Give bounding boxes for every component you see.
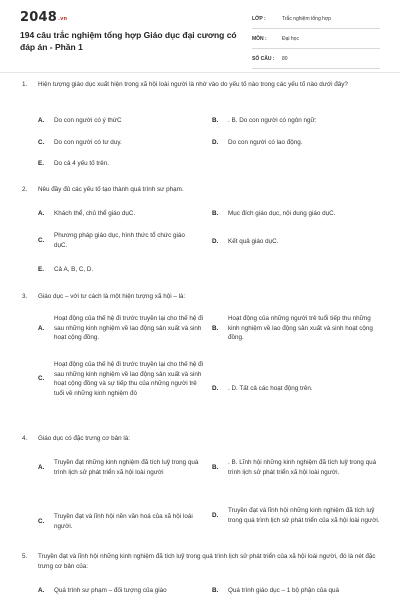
option-a[interactable]	[38, 458, 206, 477]
question-number: 3.	[22, 293, 28, 300]
option-text: Hoạt động của thế hệ đi trước truyền lại cho thế hệ đi sau những kinh nghiệm về lao động sản xuất và sinh hoạt cộng đồng.	[54, 315, 204, 341]
option-letter: E.	[38, 160, 44, 167]
option-letter: B.	[212, 324, 219, 332]
option-letter: C.	[38, 236, 45, 244]
question-text: Giáo dục có đặc trưng cơ bản là:	[38, 435, 131, 442]
option-text: Khách thể, chủ thể giáo dụC.	[54, 210, 136, 217]
option-b[interactable]	[212, 116, 382, 126]
option-text: . D. Tất cả các hoạt động trên.	[228, 385, 313, 392]
option-d[interactable]	[212, 237, 382, 247]
question-number: 4.	[22, 435, 28, 442]
option-c[interactable]	[38, 360, 206, 398]
option-e[interactable]	[38, 159, 198, 169]
meta-value: 80	[282, 56, 288, 62]
option-letter: A.	[38, 587, 45, 594]
option-letter: D.	[212, 385, 219, 392]
question-number: 1.	[22, 81, 28, 88]
document-header	[0, 0, 400, 70]
option-b[interactable]	[212, 586, 382, 596]
option-text: Phương pháp giáo dục, hình thức tổ chức giáo dụC.	[54, 232, 185, 249]
header-divider	[0, 72, 400, 73]
option-text: Hoạt động của thế hệ đi trước truyền lại cho thế hệ đi sau những kinh nghiệm về lao động sản xuất và sinh hoạt cộng đồng và sự tiếp thu của những người trẻ tuổi về những kinh nghiệm đó	[54, 361, 204, 397]
question-number: 5.	[22, 553, 28, 560]
question-text: Giáo dục – với tư cách là một hiện tượng xã hội – là:	[38, 293, 186, 300]
option-text: Truyền đạt và lĩnh hội nền văn hoá của xã hội loài người.	[54, 513, 193, 530]
option-text: Hoạt động của những người trẻ tuổi tiếp thu những kinh nghiệm về lao động sản xuất và sinh hoạt cộng đồng.	[228, 315, 373, 341]
option-c[interactable]	[38, 231, 198, 250]
option-text: Do con người có ý thứC	[54, 117, 122, 124]
option-b[interactable]	[212, 209, 382, 219]
option-a[interactable]	[38, 209, 198, 219]
meta-row-count	[252, 52, 380, 69]
meta-value: Trắc nghiệm tổng hợp	[282, 16, 331, 22]
logo-domain: .vn	[57, 16, 68, 22]
option-e[interactable]	[38, 265, 198, 275]
option-letter: A.	[38, 324, 45, 332]
option-text: . B. Lĩnh hội những kinh nghiệm đã tích luỹ trong quá trình lịch sử phát triển xã hội loài người.	[228, 459, 377, 476]
option-b[interactable]	[212, 314, 382, 343]
option-letter: B.	[212, 587, 219, 594]
option-letter: E.	[38, 266, 44, 273]
option-letter: D.	[212, 238, 219, 245]
question-text: Nêu đầy đủ các yếu tố tạo thành quá trình sư phạm.	[38, 186, 184, 193]
option-text: Kết quả giáo dụC.	[228, 238, 279, 245]
option-a[interactable]	[38, 586, 206, 596]
question-text: Hiện tượng giáo dục xuất hiện trong xã hội loài người là nhờ vào do yếu tố nào trong các yếu tố nào dưới đây?	[38, 81, 348, 88]
option-text: Do cả 4 yếu tố trên.	[54, 160, 109, 167]
option-d[interactable]	[212, 506, 382, 525]
option-a[interactable]	[38, 314, 206, 343]
option-letter: B.	[212, 117, 219, 124]
option-letter: A.	[38, 117, 45, 124]
option-text: Truyền đạt những kinh nghiệm đã tích luỹ trong quá trình lịch sử phát triển xã hội loài người	[54, 459, 199, 476]
document-title: 194 câu trắc nghiệm tổng hợp Giáo dục đại cương có đáp án - Phần 1	[20, 30, 237, 52]
option-d[interactable]	[212, 138, 382, 148]
meta-key: SỐ CÂU :	[252, 56, 275, 62]
meta-row-class	[252, 12, 380, 29]
option-c[interactable]	[38, 512, 206, 531]
option-letter: A.	[38, 210, 45, 217]
meta-key: MÔN :	[252, 36, 267, 42]
option-text: Mục đích giáo dục, nội dung giáo dụC.	[228, 210, 336, 217]
meta-value: Đại học	[282, 36, 299, 42]
option-letter: C.	[38, 139, 45, 146]
option-text: . B. Do con người có ngôn ngữ:	[228, 117, 317, 124]
logo-text: 2048	[20, 10, 57, 25]
option-letter: C.	[38, 375, 45, 383]
option-a[interactable]	[38, 116, 198, 126]
meta-panel	[252, 12, 380, 72]
option-text: Truyền đạt và lĩnh hội những kinh nghiệm đã tích luỹ trong quá trình lịch sử phát triển của xã hội loài người.	[228, 507, 380, 524]
option-letter: C.	[38, 517, 45, 525]
option-text: Quá trình sư phạm – đối tượng của giáo	[54, 587, 167, 594]
option-letter: B.	[212, 210, 219, 217]
option-d[interactable]	[212, 384, 382, 394]
option-text: Do con người có tư duy.	[54, 139, 122, 146]
question-text: Truyền đạt và lĩnh hội những kinh nghiệm đã tích luỹ trong quá trình lịch sử phát triển của xã hội loài người, đó là nét đặc trưng cơ bản của:	[38, 553, 376, 570]
meta-row-subject	[252, 32, 380, 49]
option-letter: B.	[212, 463, 219, 471]
option-letter: D.	[212, 511, 219, 519]
option-b[interactable]	[212, 458, 382, 477]
option-c[interactable]	[38, 138, 198, 148]
option-letter: D.	[212, 139, 219, 146]
question-number: 2.	[22, 186, 28, 193]
option-text: Cả A, B, C, D.	[54, 266, 94, 273]
site-logo[interactable]	[20, 10, 67, 25]
meta-key: LỚP :	[252, 16, 266, 22]
option-letter: A.	[38, 463, 45, 471]
option-text: Do con người có lao động.	[228, 139, 303, 146]
option-text: Quá trình giáo dục – 1 bộ phận của quá	[228, 587, 339, 594]
